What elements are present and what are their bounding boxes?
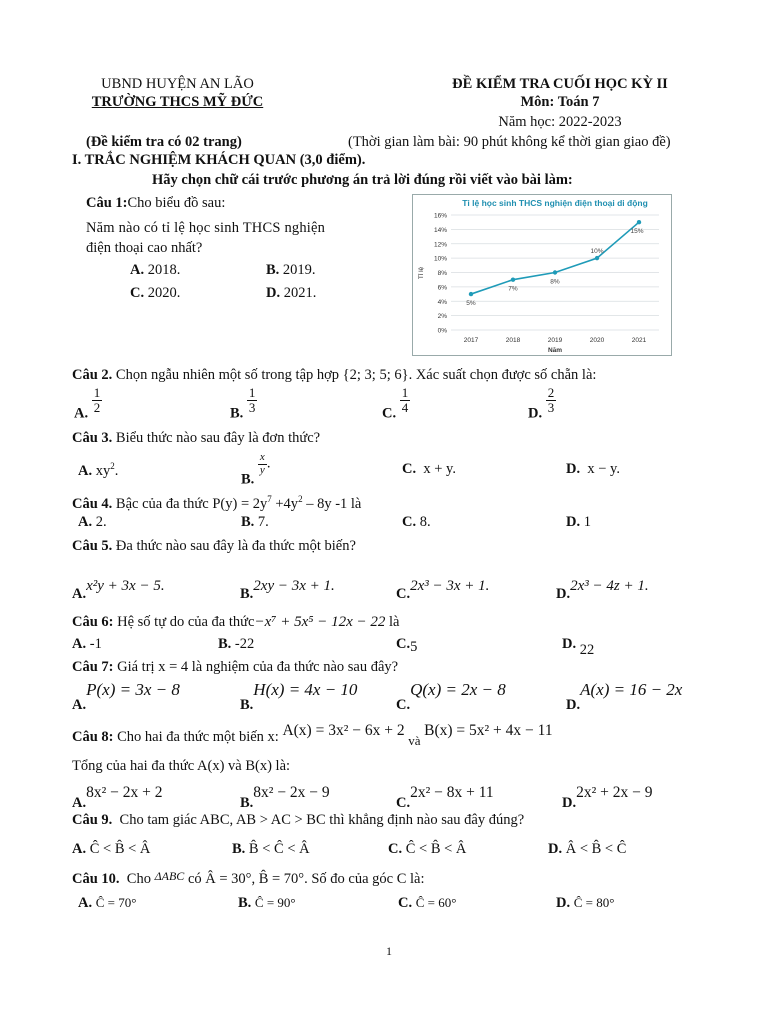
q4-option-d[interactable]: D. 1 bbox=[566, 514, 591, 530]
exam-title: ĐỀ KIỂM TRA CUỐI HỌC KỲ II bbox=[452, 76, 668, 92]
y-tick-label: 10% bbox=[433, 255, 447, 263]
data-point bbox=[595, 256, 599, 260]
page-count-note: (Đề kiểm tra có 02 trang) bbox=[86, 134, 242, 150]
q10-option-c[interactable]: C. Ĉ = 60° bbox=[398, 895, 457, 911]
q5-option-a[interactable]: A.x²y + 3x − 5. bbox=[72, 578, 165, 602]
school-district: UBND HUYỆN AN LÃO bbox=[101, 76, 254, 92]
data-point bbox=[553, 270, 557, 274]
q8-option-a[interactable]: A.8x² − 2x + 2 bbox=[72, 784, 163, 811]
q4-option-a[interactable]: A. 2. bbox=[78, 514, 107, 530]
time-note: (Thời gian làm bài: 90 phút không kể thời gian giao đề) bbox=[348, 134, 671, 150]
q9-option-c[interactable]: C. Ĉ < B̂ < Â bbox=[388, 841, 467, 857]
school-year: Năm học: 2022-2023 bbox=[498, 114, 622, 130]
data-label: 5% bbox=[466, 300, 476, 308]
data-label: 15% bbox=[630, 228, 644, 236]
q10-option-d[interactable]: D. Ĉ = 80° bbox=[556, 895, 615, 911]
q1-text: Cho biểu đồ sau: bbox=[127, 195, 226, 211]
q2-option-a[interactable]: A. $\frac{1}{2}$ bbox=[74, 385, 101, 422]
q9-prompt: Câu 9. Cho tam giác ABC, AB > AC > BC thì khẳng định nào sau đây đúng? bbox=[72, 812, 525, 828]
q2-prompt: Câu 2. Chọn ngẫu nhiên một số trong tập hợp {2; 3; 5; 6}. Xác suất chọn được số chẵn là: bbox=[72, 367, 597, 383]
q10-option-a[interactable]: A. Ĉ = 70° bbox=[78, 895, 137, 911]
x-tick-label: 2019 bbox=[547, 337, 563, 344]
data-label: 8% bbox=[550, 278, 560, 286]
q8-prompt: Câu 8: Cho hai đa thức một biến x: A(x) = 3x² − 6x + 2 và B(x) = 5x² + 4x − 11 bbox=[72, 722, 553, 748]
y-tick-label: 12% bbox=[433, 241, 447, 249]
q1-prompt bbox=[86, 195, 225, 212]
x-tick-label: 2021 bbox=[631, 337, 647, 344]
q1-option-c[interactable]: C. 2020. bbox=[130, 285, 181, 301]
q3-option-b[interactable]: B. $\frac{x}{y}$ . bbox=[241, 451, 271, 488]
chart-svg bbox=[413, 195, 671, 355]
q4-option-c[interactable]: C. 8. bbox=[402, 514, 431, 530]
q2-option-b[interactable]: B. $\frac{1}{3}$ bbox=[230, 385, 256, 422]
q5-prompt: Câu 5. Đa thức nào sau đây là đa thức một biến? bbox=[72, 538, 356, 554]
q9-option-a[interactable]: A. Ĉ < B̂ < Â bbox=[72, 841, 151, 857]
y-tick-label: 4% bbox=[437, 298, 447, 306]
q7-prompt: Câu 7: Giá trị x = 4 là nghiệm của đa thức nào sau đây? bbox=[72, 659, 399, 675]
q8-option-b[interactable]: B.8x² − 2x − 9 bbox=[240, 784, 330, 811]
school-name: TRƯỜNG THCS MỸ ĐỨC bbox=[91, 94, 264, 110]
chart-title: Tỉ lệ học sinh THCS nghiện điện thoại di động bbox=[462, 198, 648, 208]
q6-prompt: Câu 6: Hệ số tự do của đa thức−x⁷ + 5x⁵ − 12x − 22 là bbox=[72, 614, 400, 630]
q3-option-d[interactable]: D. x − y. bbox=[566, 461, 620, 477]
x-tick-label: 2020 bbox=[589, 337, 605, 344]
q9-option-d[interactable]: D. Â < B̂ < Ĉ bbox=[548, 841, 627, 857]
q1-body-line2: điện thoại cao nhất? bbox=[86, 240, 203, 256]
q5-option-d[interactable]: D.2x³ − 4z + 1. bbox=[556, 578, 649, 602]
q2-option-d[interactable]: D. $\frac{2}{3}$ bbox=[528, 385, 555, 422]
q5-option-c[interactable]: C.2x³ − 3x + 1. bbox=[396, 578, 490, 602]
data-point bbox=[469, 292, 473, 296]
line-chart bbox=[412, 194, 672, 356]
q6-option-a[interactable]: A. -1 bbox=[72, 636, 102, 652]
y-tick-label: 14% bbox=[433, 226, 447, 234]
q1-option-b[interactable]: B. 2019. bbox=[266, 262, 316, 278]
y-tick-label: 16% bbox=[433, 212, 447, 220]
q3-option-a[interactable]: A. $xy^2$. bbox=[78, 461, 119, 479]
q3-prompt: Câu 3. Biểu thức nào sau đây là đơn thức? bbox=[72, 430, 321, 446]
q8-option-d[interactable]: D.2x² + 2x − 9 bbox=[562, 784, 653, 811]
data-label: 10% bbox=[590, 248, 604, 256]
q10-prompt: Câu 10. Cho $^{\Delta ABC}$ có Â = 30°, B̂ = 70°. Số đo của góc C là: bbox=[72, 869, 425, 887]
q1-option-d[interactable]: D. 2021. bbox=[266, 285, 317, 301]
q7-option-a[interactable]: A.P(x) = 3x − 8 bbox=[72, 680, 180, 713]
q1-label: Câu 1: bbox=[86, 195, 128, 211]
q2-option-c[interactable]: C. $\frac{1}{4}$ bbox=[382, 385, 409, 422]
data-point bbox=[637, 220, 641, 224]
page-number: 1 bbox=[386, 944, 392, 958]
y-tick-label: 8% bbox=[437, 270, 447, 277]
q1-body-line1: Năm nào có tỉ lệ học sinh THCS nghiện bbox=[86, 220, 326, 236]
y-tick-label: 6% bbox=[437, 284, 447, 292]
q8-sum-line: Tổng của hai đa thức A(x) và B(x) là: bbox=[72, 758, 291, 774]
y-tick-label: 2% bbox=[437, 313, 447, 321]
data-label: 7% bbox=[508, 285, 518, 293]
exam-subject: Môn: Toán 7 bbox=[520, 94, 600, 110]
y-axis-label: Tỉ lệ bbox=[418, 266, 425, 280]
y-tick-label: 0% bbox=[437, 327, 447, 335]
q10-option-b[interactable]: B. Ĉ = 90° bbox=[238, 895, 296, 911]
q4-option-b[interactable]: B. 7. bbox=[241, 514, 269, 530]
q6-option-b[interactable]: B. -22 bbox=[218, 636, 255, 652]
q7-option-d[interactable]: D.A(x) = 16 − 2x bbox=[566, 680, 683, 713]
q9-option-b[interactable]: B. B̂ < Ĉ < Â bbox=[232, 841, 310, 857]
q5-option-b[interactable]: B.2xy − 3x + 1. bbox=[240, 578, 335, 602]
x-tick-label: 2018 bbox=[505, 337, 521, 344]
q7-option-b[interactable]: B.H(x) = 4x − 10 bbox=[240, 680, 358, 713]
x-tick-label: 2017 bbox=[463, 337, 479, 344]
q7-option-c[interactable]: C.Q(x) = 2x − 8 bbox=[396, 680, 506, 713]
section-title: I. TRẮC NGHIỆM KHÁCH QUAN (3,0 điểm). bbox=[72, 152, 366, 168]
q8-option-c[interactable]: C.2x² − 8x + 11 bbox=[396, 784, 494, 811]
section-instruction: Hãy chọn chữ cái trước phương án trả lời đúng rồi viết vào bài làm: bbox=[152, 172, 573, 188]
q3-option-c[interactable]: C. x + y. bbox=[402, 461, 456, 477]
q6-option-d[interactable]: D. 22 bbox=[562, 636, 595, 658]
q6-option-c[interactable]: C.5 bbox=[396, 636, 418, 655]
q4-prompt: Câu 4. Bậc của đa thức $P(y) = 2y^7 +4y^2 - 8y$ -1 là bbox=[72, 494, 362, 512]
x-axis-label: Năm bbox=[547, 347, 563, 354]
q1-option-a[interactable]: A. 2018. bbox=[130, 262, 181, 278]
data-point bbox=[511, 277, 515, 281]
